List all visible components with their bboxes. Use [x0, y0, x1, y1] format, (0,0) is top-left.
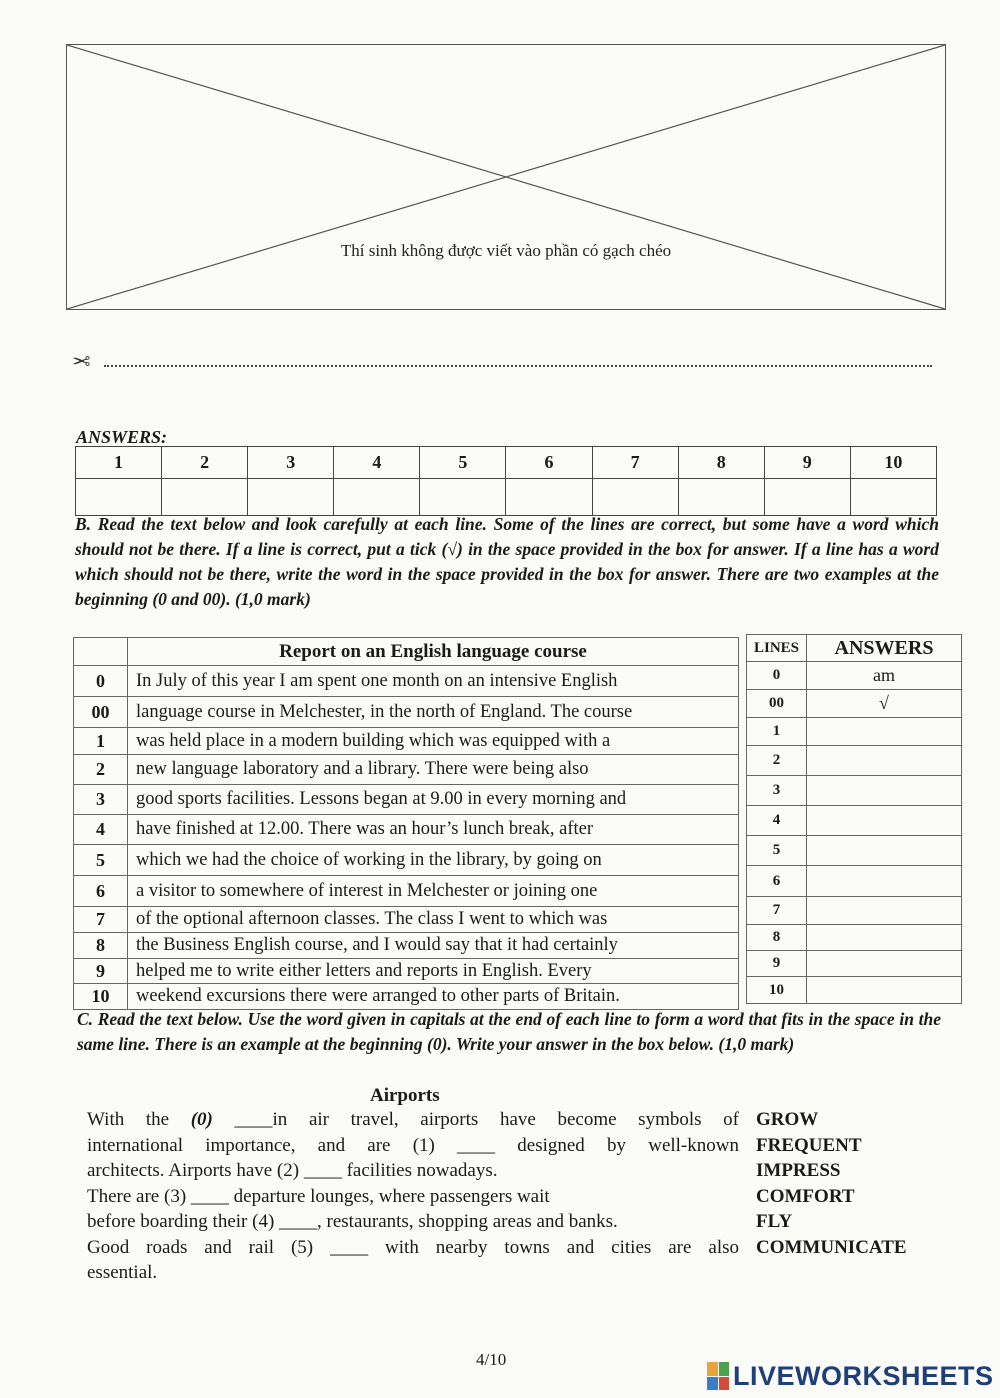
line-number: 1: [74, 728, 128, 755]
line-number: 6: [74, 876, 128, 907]
answer-number: 6: [506, 447, 592, 479]
passage-line: [87, 1107, 739, 1133]
passage-line: architects. Airports have (2) ____ facilities nowadays.: [87, 1160, 498, 1181]
answers-label: ANSWERS:: [76, 427, 168, 447]
text-line: have finished at 12.00. There was an hour’s lunch break, after: [128, 815, 739, 845]
answers-header: ANSWERS: [807, 635, 962, 662]
answer-cell[interactable]: [807, 746, 962, 776]
answer-cell[interactable]: [807, 836, 962, 866]
text-line: In July of this year I am spent one month on an intensive English: [128, 666, 739, 697]
answer-cell[interactable]: [420, 479, 506, 516]
passage-line: essential.: [87, 1262, 158, 1283]
answer-cell[interactable]: [807, 866, 962, 897]
passage-text: With the: [87, 1109, 191, 1130]
answer-number: 5: [420, 447, 506, 479]
answer-number: 4: [334, 447, 420, 479]
line-label: 1: [747, 718, 807, 746]
text-line: was held place in a modern building which was equipped with a: [128, 728, 739, 755]
line-label: 8: [747, 925, 807, 951]
line-label: 4: [747, 806, 807, 836]
lines-header: LINES: [747, 635, 807, 662]
passage-line: There are (3) ____ departure lounges, where passengers wait: [87, 1185, 550, 1207]
answer-example: √: [807, 690, 962, 718]
answers-grid: [75, 446, 937, 516]
keyword: FLY: [756, 1211, 793, 1232]
no-write-box: [66, 44, 946, 310]
keyword: COMMUNICATE: [756, 1236, 907, 1258]
cut-line: [72, 349, 932, 375]
text-line: good sports facilities. Lessons began at 9.00 in every morning and: [128, 785, 739, 815]
diagonal-cross: [67, 45, 947, 311]
passage-line: Good roads and rail (5) ____ with nearby towns and cities are also: [87, 1236, 739, 1258]
logo-text: LIVEWORKSHEETS: [733, 1360, 994, 1391]
liveworksheets-icon: [707, 1362, 729, 1390]
answer-cell[interactable]: [807, 977, 962, 1004]
report-title: Report on an English language course: [128, 638, 739, 666]
lines-answers-table: [746, 634, 962, 1004]
answer-cell[interactable]: [76, 479, 162, 516]
scissors-icon: ✂: [72, 349, 91, 374]
line-label: 00: [747, 690, 807, 718]
text-line: the Business English course, and I would say that it had certainly: [128, 933, 739, 959]
line-number: 0: [74, 666, 128, 697]
answer-number: 9: [764, 447, 850, 479]
answer-cell[interactable]: [807, 925, 962, 951]
text-line: weekend excursions there were arranged to other parts of Britain.: [128, 984, 739, 1010]
passage-line: international importance, and are (1) ____ designed by well-known: [87, 1134, 739, 1156]
text-line: which we had the choice of working in the library, by going on: [128, 845, 739, 876]
answer-number: 8: [678, 447, 764, 479]
text-line: new language laboratory and a library. There were being also: [128, 755, 739, 785]
passage-line: before boarding their (4) ____, restaurants, shopping areas and banks.: [87, 1211, 618, 1232]
keyword: GROW: [756, 1109, 819, 1130]
answer-example: am: [807, 662, 962, 690]
line-label: 0: [747, 662, 807, 690]
line-number: 9: [74, 959, 128, 984]
line-label: 7: [747, 897, 807, 925]
section-b-instructions: B. Read the text below and look carefully at each line. Some of the lines are correct, but some have a word which should not be there. If a line is correct, put a tick (√) in the space provided in the box for answer. If a line has a word which should not be there, write the word in the space provided in the box for answer. There are two examples at the beginning (0 and 00). (1,0 mark): [75, 514, 939, 609]
text-line: language course in Melchester, in the north of England. The course: [128, 697, 739, 728]
line-number: 3: [74, 785, 128, 815]
answer-cell[interactable]: [592, 479, 678, 516]
answer-cell[interactable]: [162, 479, 248, 516]
line-number: 8: [74, 933, 128, 959]
line-label: 2: [747, 746, 807, 776]
answer-cell[interactable]: [807, 718, 962, 746]
text-line: a visitor to somewhere of interest in Melchester or joining one: [128, 876, 739, 907]
line-number: 00: [74, 697, 128, 728]
answer-cell[interactable]: [807, 806, 962, 836]
line-label: 3: [747, 776, 807, 806]
page-number: 4/10: [476, 1350, 507, 1369]
line-number: 4: [74, 815, 128, 845]
line-number: 2: [74, 755, 128, 785]
answer-cell[interactable]: [678, 479, 764, 516]
answer-cell[interactable]: [807, 897, 962, 925]
answer-cell[interactable]: [764, 479, 850, 516]
line-label: 5: [747, 836, 807, 866]
line-label: 10: [747, 977, 807, 1004]
line-label: 6: [747, 866, 807, 897]
liveworksheets-logo[interactable]: [707, 1361, 994, 1391]
line-label: 9: [747, 951, 807, 977]
line-number: 7: [74, 907, 128, 933]
report-header-spacer: [74, 638, 128, 666]
answer-number: 1: [76, 447, 162, 479]
keyword: IMPRESS: [756, 1160, 841, 1181]
line-number: 5: [74, 845, 128, 876]
keyword: FREQUENT: [756, 1134, 862, 1156]
line-number: 10: [74, 984, 128, 1010]
airports-title: Airports: [370, 1085, 440, 1106]
answer-number: 10: [850, 447, 936, 479]
no-write-note: Thí sinh không được viết vào phần có gạch chéo: [340, 241, 672, 260]
keyword-list: [756, 1107, 907, 1260]
answer-cell[interactable]: [334, 479, 420, 516]
passage-text: ____in air travel, airports have become symbols of: [212, 1109, 739, 1130]
answer-cell[interactable]: [248, 479, 334, 516]
answer-number: 2: [162, 447, 248, 479]
answer-cell[interactable]: [807, 776, 962, 806]
answer-cell[interactable]: [807, 951, 962, 977]
section-c-instructions: C. Read the text below. Use the word given in capitals at the end of each line to form a word that fits in the space in the same line. There is an example at the beginning (0). Write your answer in the box below. (1,0 mark): [77, 1009, 941, 1054]
example-marker: (0): [190, 1109, 213, 1130]
dotted-line: [104, 365, 932, 367]
text-line: of the optional afternoon classes. The class I went to which was: [128, 907, 739, 933]
keyword: COMFORT: [756, 1185, 855, 1207]
answer-cell[interactable]: [850, 479, 936, 516]
answer-cell[interactable]: [506, 479, 592, 516]
answer-number: 3: [248, 447, 334, 479]
report-table: [73, 637, 739, 1010]
answer-number: 7: [592, 447, 678, 479]
airports-passage: [87, 1107, 739, 1286]
text-line: helped me to write either letters and reports in English. Every: [128, 959, 739, 984]
